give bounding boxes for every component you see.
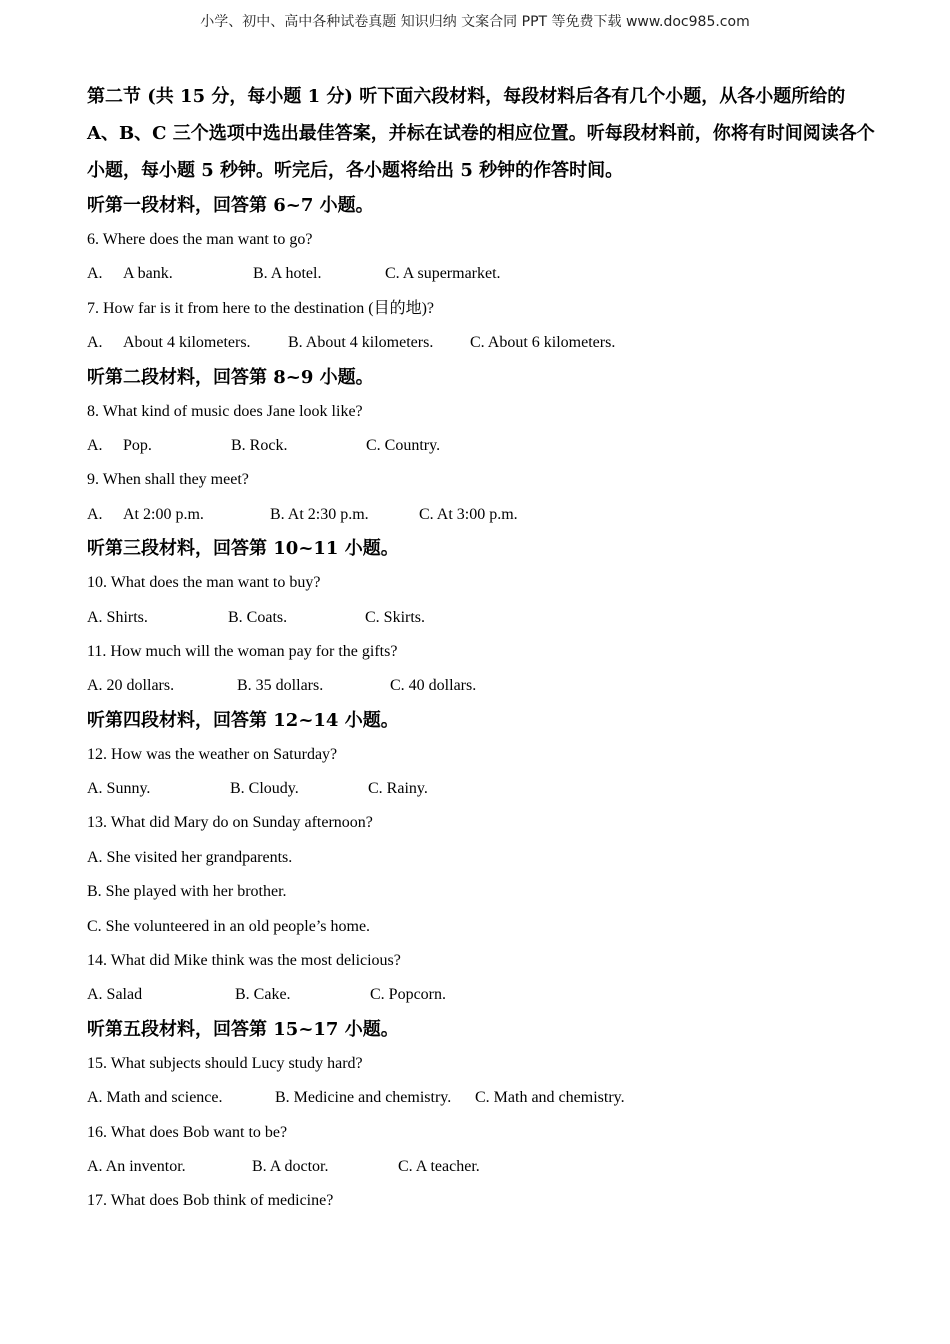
option-c: C. A supermarket. <box>385 265 501 283</box>
option-c: C. A teacher. <box>398 1157 480 1175</box>
option-a: A. Salad <box>87 986 143 1004</box>
option-b: B. Cloudy. <box>230 780 299 798</box>
option-b: B. Medicine and chemistry. <box>275 1089 452 1107</box>
option-a: A. She visited her grandparents. <box>87 848 293 866</box>
options-row <box>87 772 877 806</box>
question: 9. When shall they meet? <box>87 471 249 489</box>
option-a: Pop. <box>123 436 152 454</box>
option-c: C. Skirts. <box>365 608 426 626</box>
option-label: A. <box>87 334 103 352</box>
section-instructions: 第二节 (共 15 分，每小题 1 分) 听下面六段材料，每段材料后各有几个小题，从各小题所给的 A、B、C 三个选项中选出最佳答案，并标在试卷的相应位置。听每段材料前，你将有时间阅读各个小题，每小题 5 秒钟。听完后，各小题将给出 5 秒钟的作答时间。 <box>87 86 875 181</box>
page-header: 小学、初中、高中各种试卷真题 知识归纳 文案合同 PPT 等免费下载 www.doc985.com <box>200 14 750 30</box>
options-row <box>87 1081 877 1115</box>
option-c: C. She volunteered in an old people’s home. <box>87 917 371 935</box>
option-a: A. Math and science. <box>87 1089 223 1107</box>
question: 14. What did Mike think was the most delicious? <box>87 952 401 970</box>
exam-content <box>87 78 877 1219</box>
question: 11. How much will the woman pay for the gifts? <box>87 642 398 660</box>
section-heading: 听第三段材料，回答第 10~11 小题。 <box>87 538 399 560</box>
options-row <box>87 498 877 532</box>
option-c: C. About 6 kilometers. <box>470 334 616 352</box>
section-heading: 听第二段材料，回答第 8~9 小题。 <box>87 366 374 388</box>
question: 13. What did Mary do on Sunday afternoon? <box>87 814 373 832</box>
question: 7. How far is it from here to the destination (目的地)? <box>87 299 435 317</box>
option-a: A. Shirts. <box>87 608 148 626</box>
option-b: B. About 4 kilometers. <box>288 334 434 352</box>
options-row <box>87 601 877 635</box>
option-c: C. At 3:00 p.m. <box>419 505 518 523</box>
options-row <box>87 429 877 463</box>
section-heading: 听第四段材料，回答第 12~14 小题。 <box>87 709 399 731</box>
option-a: At 2:00 p.m. <box>123 505 204 523</box>
question: 17. What does Bob think of medicine? <box>87 1192 334 1210</box>
option-c: C. Country. <box>366 436 441 454</box>
option-c: C. Rainy. <box>368 780 428 798</box>
option-b: B. Coats. <box>228 608 288 626</box>
option-c: C. Math and chemistry. <box>475 1089 625 1107</box>
question: 10. What does the man want to buy? <box>87 574 321 592</box>
option-b: B. Rock. <box>231 436 288 454</box>
option-a: A bank. <box>123 265 173 283</box>
section-heading: 听第一段材料，回答第 6~7 小题。 <box>87 195 374 216</box>
option-label: A. <box>87 265 103 283</box>
option-c: C. Popcorn. <box>370 986 446 1004</box>
option-label: A. <box>87 436 103 454</box>
option-b: B. Cake. <box>235 986 291 1004</box>
option-b: B. She played with her brother. <box>87 883 287 901</box>
option-b: B. 35 dollars. <box>237 677 324 695</box>
option-b: B. At 2:30 p.m. <box>270 505 369 523</box>
option-a: A. 20 dollars. <box>87 677 175 695</box>
option-c: C. 40 dollars. <box>390 677 477 695</box>
question: 8. What kind of music does Jane look like? <box>87 402 363 420</box>
question: 6. Where does the man want to go? <box>87 231 313 248</box>
options-row <box>87 1150 877 1184</box>
option-a: About 4 kilometers. <box>123 334 251 352</box>
question: 16. What does Bob want to be? <box>87 1123 288 1141</box>
options-row <box>87 669 877 703</box>
options-row <box>87 978 877 1012</box>
option-label: A. <box>87 505 103 523</box>
question: 12. How was the weather on Saturday? <box>87 745 338 763</box>
options-row <box>87 326 877 360</box>
options-row <box>87 257 877 291</box>
option-a: A. Sunny. <box>87 780 151 798</box>
question: 15. What subjects should Lucy study hard? <box>87 1054 363 1072</box>
option-b: B. A doctor. <box>252 1157 329 1175</box>
section-heading: 听第五段材料，回答第 15~17 小题。 <box>87 1018 399 1040</box>
option-b: B. A hotel. <box>253 265 322 283</box>
option-a: A. An inventor. <box>87 1157 186 1175</box>
